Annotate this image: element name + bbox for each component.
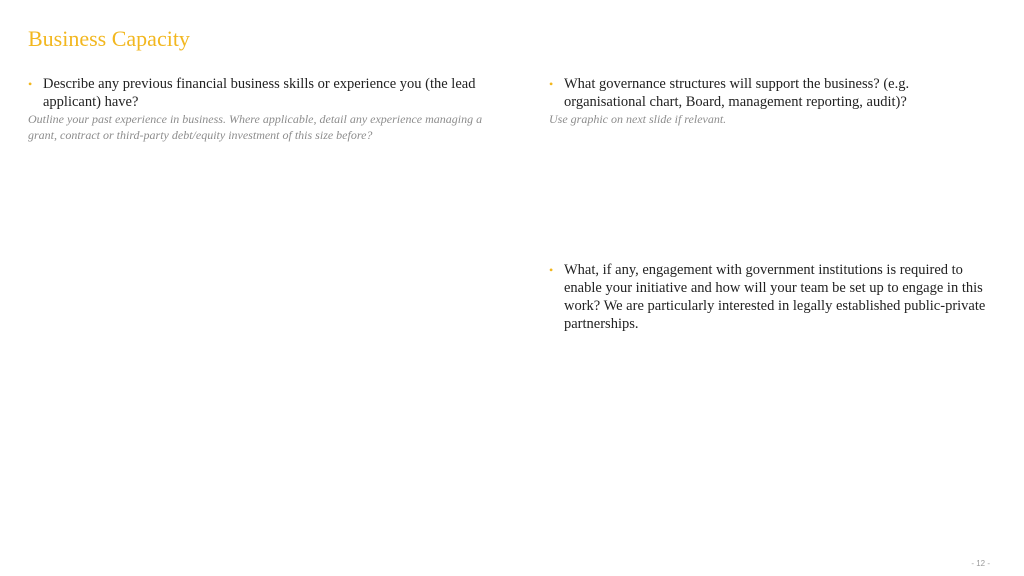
right-top-question-block xyxy=(549,75,989,127)
hint-text: Use graphic on next slide if relevant. xyxy=(549,112,727,126)
slide-title: Business Capacity xyxy=(28,26,190,51)
question-text: What governance structures will support the business? (e.g. organisational chart, Board, management reporting, audit)? xyxy=(564,76,910,110)
right-bottom-question-block xyxy=(549,261,989,333)
question-text: Describe any previous financial business skills or experience you (the lead applicant) have? xyxy=(43,76,476,110)
bullet-item xyxy=(549,75,989,111)
question-text: What, if any, engagement with government institutions is required to enable your initiative and how will your team be set up to engage in this work? We are particularly interested in legally established public-private partnerships. xyxy=(564,262,986,332)
bullet-item xyxy=(549,261,989,333)
bullet-dot-icon: • xyxy=(549,77,554,91)
bullet-dot-icon: • xyxy=(28,77,33,91)
bullet-item xyxy=(28,75,493,111)
hint-text: Outline your past experience in business. Where applicable, detail any experience managing a grant, contract or third-party debt/equity investment of this size before? xyxy=(28,112,483,142)
page-number: - 12 - xyxy=(971,559,990,568)
bullet-dot-icon: • xyxy=(549,263,554,277)
left-question-block xyxy=(28,75,493,143)
